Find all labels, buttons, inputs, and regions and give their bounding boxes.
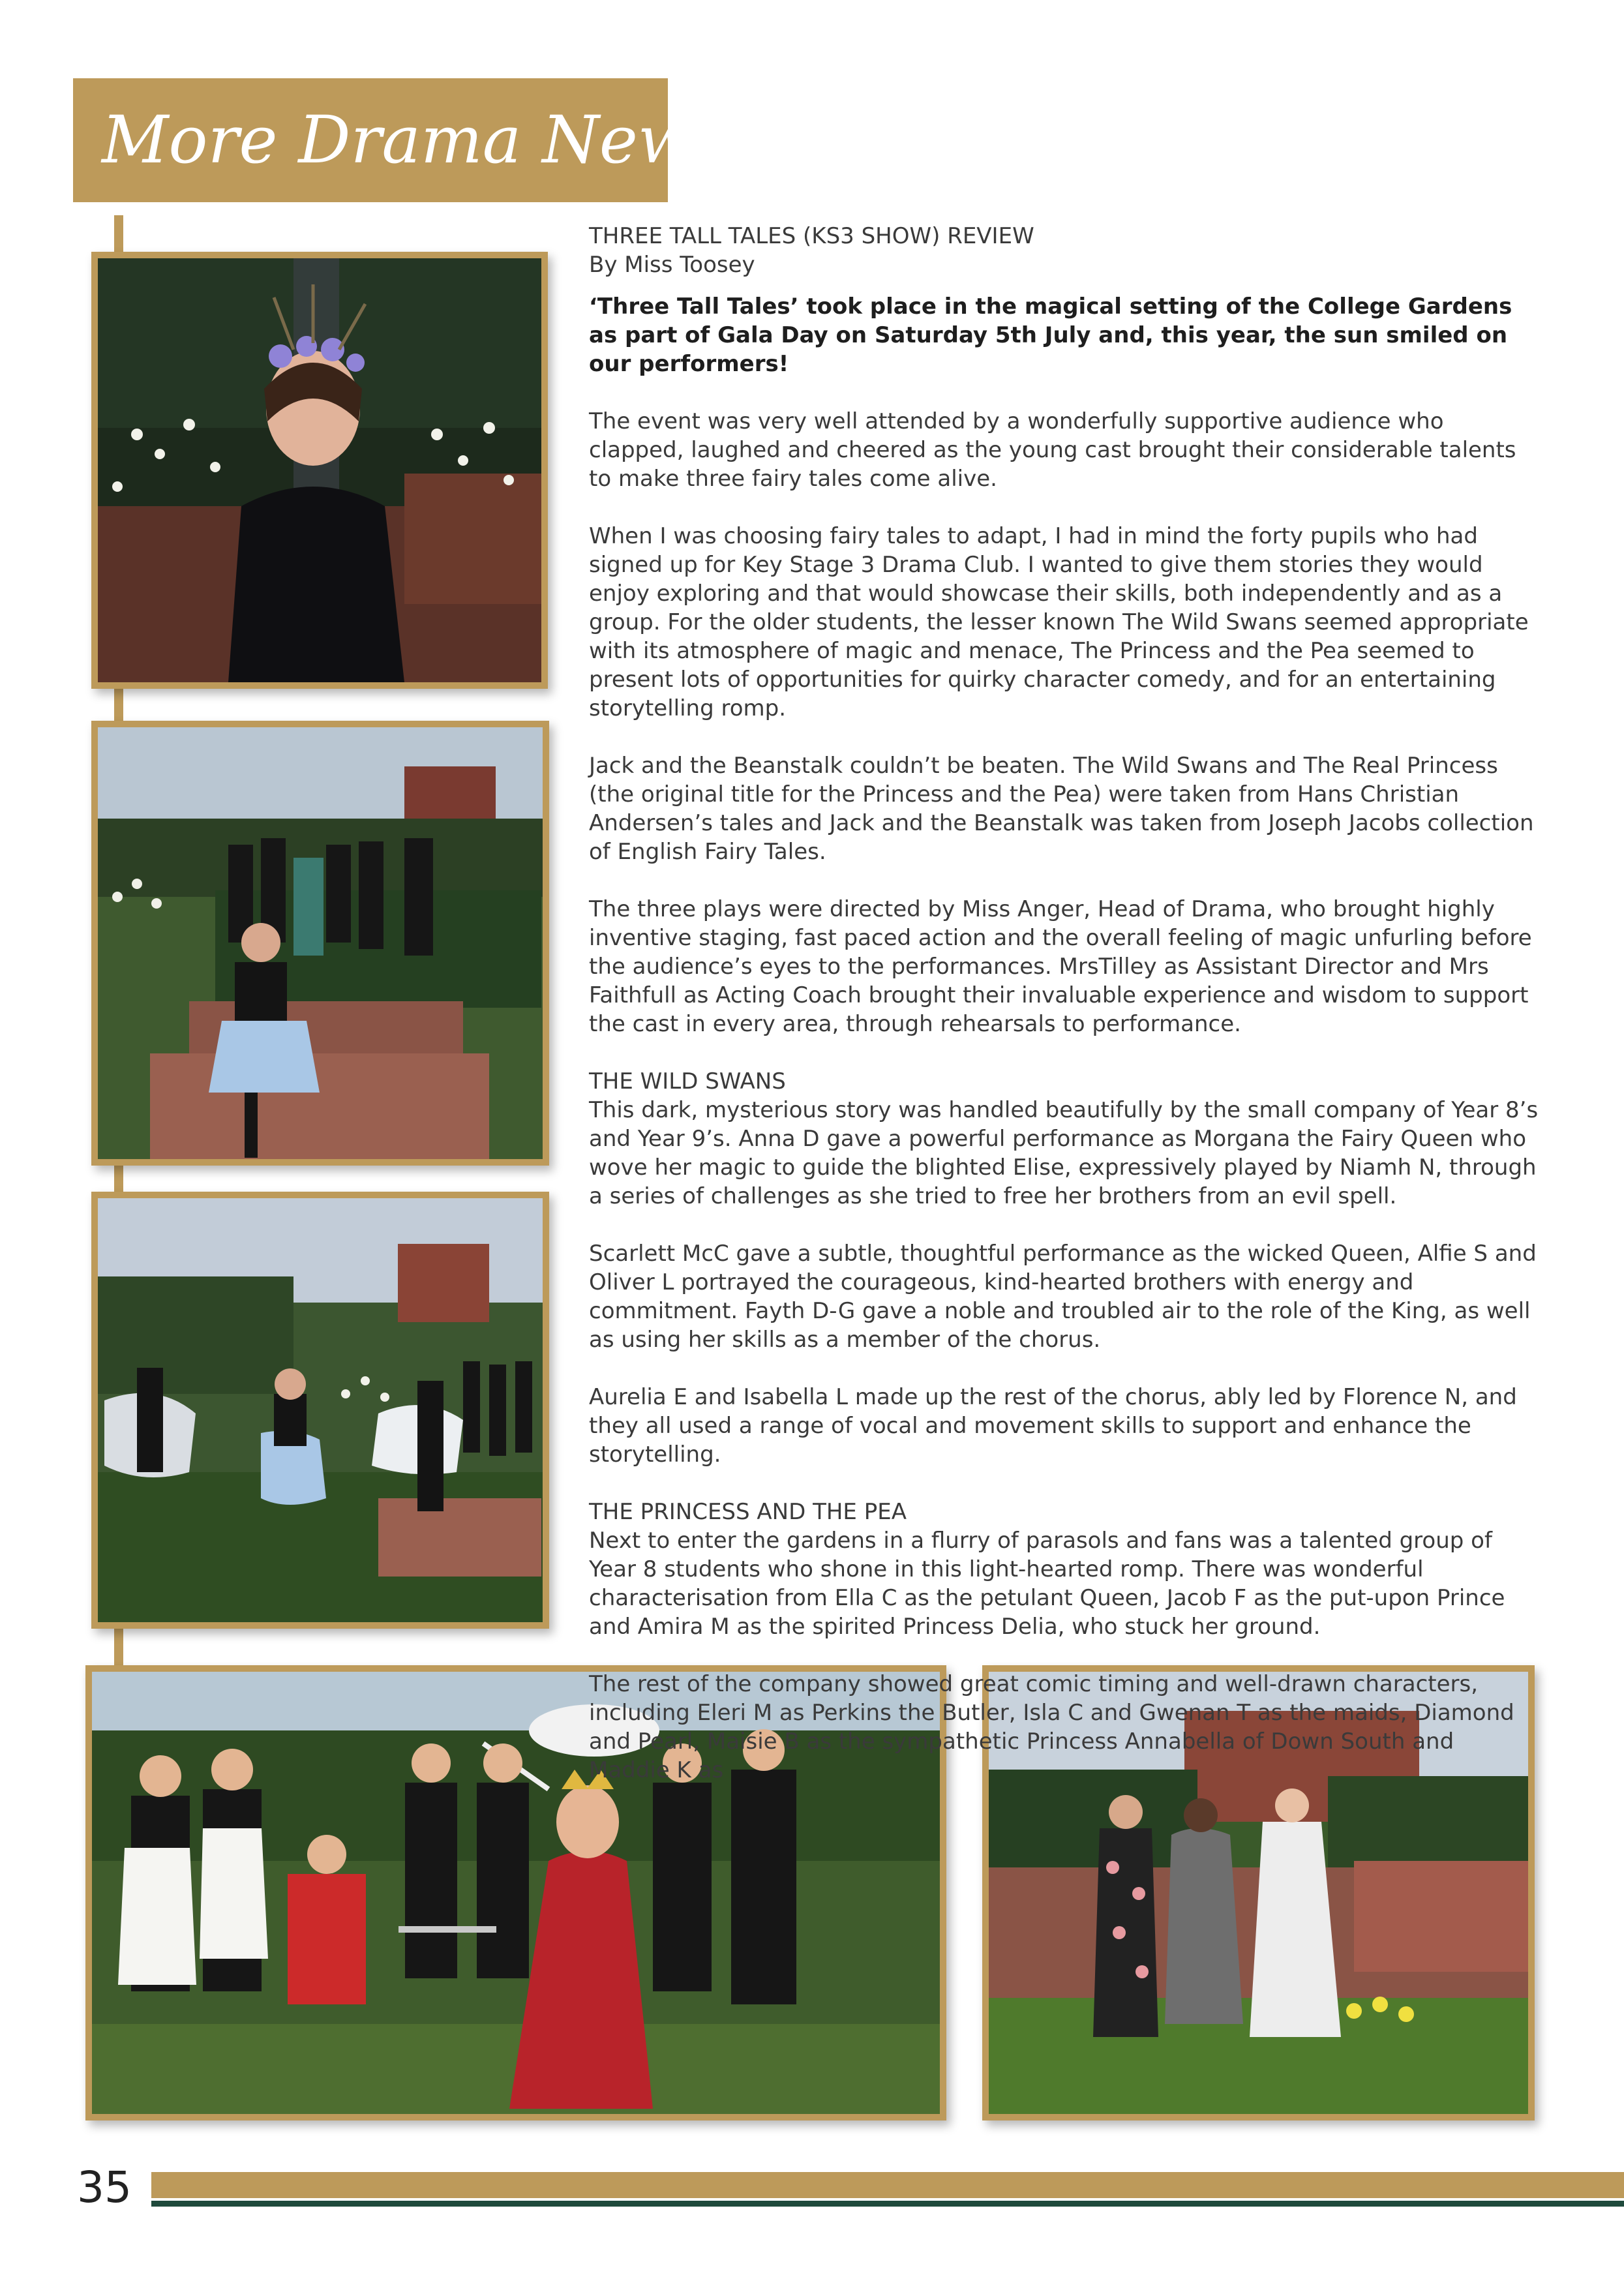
article-paragraph: Next to enter the gardens in a flurry of parasols and fans was a talented group of Year 8 students who shone in this light-hearted romp. There was wonderful characterisation from Ella C as the petulant Queen, Jacob F as the put-upon Prince and Amira M as the spirited Princess Delia, who stuck her ground. [589, 1528, 1505, 1640]
wild-swans-heading: THE WILD SWANS [589, 1068, 786, 1094]
section-title-banner [73, 78, 727, 202]
article-paragraph: Scarlett McC gave a subtle, thoughtful performance as the wicked Queen, Alfie S and Oliver L portrayed the courageous, kind-hearted brothers with energy and commitment. Fayth D-G gave a noble and troubled air to the role of the King, as well as using her skills as a member of the chorus. [589, 1241, 1537, 1353]
article-paragraph: Aurelia E and Isabella L made up the rest of the chorus, ably led by Florence N, and they all used a range of vocal and movement skills to support and enhance the storytelling. [589, 1384, 1517, 1468]
page-number: 35 [77, 2162, 132, 2212]
photo-swan-brothers [91, 1192, 549, 1629]
article-byline: By Miss Toosey [589, 252, 755, 278]
page-title: More Drama News [102, 102, 727, 178]
article-lead: ‘Three Tall Tales’ took place in the magical setting of the College Gardens as part of Gala Day on Saturday 5th July and, this year, the sun smiled on our performers! [589, 294, 1512, 377]
article-paragraph: The three plays were directed by Miss Anger, Head of Drama, who brought highly inventive staging, fast paced action and the overall feeling of magic unfurling before the audience’s eyes to the performances. MrsTilley as Assistant Director and Mrs Faithfull as Acting Coach brought their invaluable experience and wisdom to support the cast in every area, through rehearsals to performance. [589, 896, 1532, 1037]
footer-green-rule [151, 2201, 1624, 2207]
article-paragraph: The rest of the company showed great comic timing and well-drawn characters, including Eleri M as Perkins the Butler, Isla C and Gwenan T as the maids, Diamond and Pearl, Maisie B as the sympathetic Princess Annabella of Down South and Maddie K as [589, 1671, 1514, 1783]
footer-gold-bar [151, 2172, 1624, 2198]
photo-fairy-queen [91, 252, 548, 689]
article-heading: THREE TALL TALES (KS3 SHOW) REVIEW [589, 223, 1034, 249]
article-body [589, 222, 1541, 1813]
princess-pea-heading: THE PRINCESS AND THE PEA [589, 1499, 907, 1525]
article-paragraph: This dark, mysterious story was handled beautifully by the small company of Year 8’s and Year 9’s. Anna D gave a powerful performance as Morgana the Fairy Queen who wove her magic to guide the blighted Elise, expressively played by Niamh N, through a series of challenges as she tried to free her brothers from an evil spell. [589, 1097, 1539, 1209]
article-paragraph: The event was very well attended by a wonderfully supportive audience who clapped, laughed and cheered as the young cast brought their considerable talents to make three fairy tales come alive. [589, 408, 1516, 492]
photo-wild-swans-cast [91, 721, 549, 1166]
article-paragraph: When I was choosing fairy tales to adapt, I had in mind the forty pupils who had signed up for Key Stage 3 Drama Club. I wanted to give them stories they would enjoy exploring and that would showcase their skills, both independently and as a group. For the older students, the lesser known The Wild Swans seemed appropriate with its atmosphere of magic and menace, The Princess and the Pea seemed to present lots of opportunities for quirky character comedy, and for an entertaining storytelling romp. [589, 523, 1529, 721]
article-paragraph: Jack and the Beanstalk couldn’t be beaten. The Wild Swans and The Real Princess (the original title for the Princess and the Pea) were taken from Hans Christian Andersen’s tales and Jack and the Beanstalk was taken from Joseph Jacobs collection of English Fairy Tales. [589, 753, 1534, 865]
